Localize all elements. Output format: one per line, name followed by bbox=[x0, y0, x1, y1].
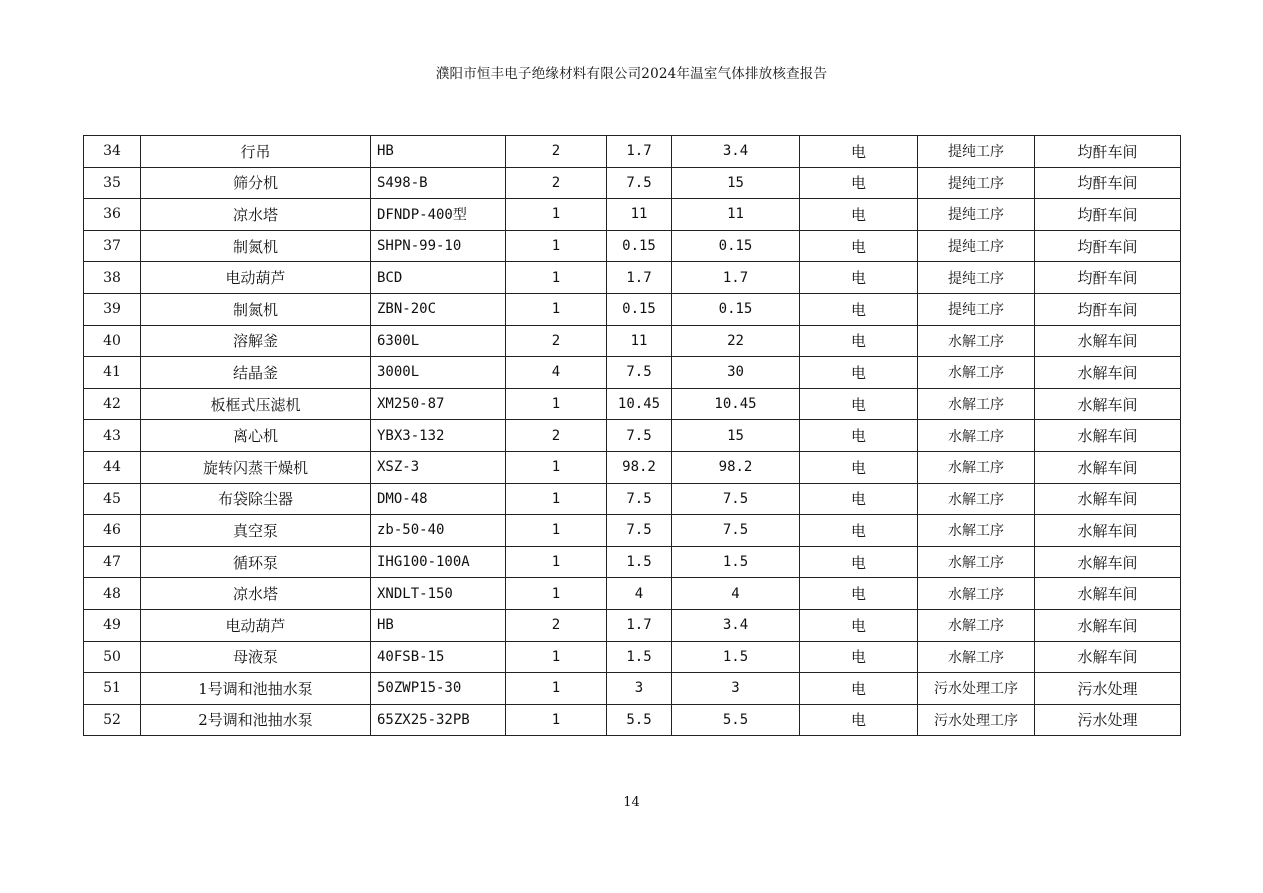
row-number-cell: 45 bbox=[84, 483, 141, 515]
table-row bbox=[84, 546, 1181, 578]
equipment-name-cell: 溶解釜 bbox=[141, 325, 371, 357]
equipment-quantity-cell: 2 bbox=[506, 609, 607, 641]
table-row bbox=[84, 136, 1181, 168]
workshop-name-cell: 水解车间 bbox=[1035, 420, 1181, 452]
process-name-cell: 提纯工序 bbox=[918, 262, 1035, 294]
total-power-cell: 98.2 bbox=[672, 451, 800, 483]
row-number-cell: 48 bbox=[84, 578, 141, 610]
workshop-name-cell: 均酐车间 bbox=[1035, 230, 1181, 262]
equipment-table bbox=[83, 135, 1181, 736]
unit-power-cell: 11 bbox=[607, 199, 672, 231]
equipment-model-cell: 40FSB-15 bbox=[371, 641, 506, 673]
equipment-model-cell: HB bbox=[371, 609, 506, 641]
process-name-cell: 提纯工序 bbox=[918, 199, 1035, 231]
row-number-cell: 44 bbox=[84, 451, 141, 483]
row-number-cell: 35 bbox=[84, 167, 141, 199]
equipment-model-cell: IHG100-100A bbox=[371, 546, 506, 578]
equipment-quantity-cell: 2 bbox=[506, 167, 607, 199]
total-power-cell: 5.5 bbox=[672, 704, 800, 736]
row-number-cell: 38 bbox=[84, 262, 141, 294]
process-name-cell: 水解工序 bbox=[918, 546, 1035, 578]
table-row bbox=[84, 483, 1181, 515]
unit-power-cell: 7.5 bbox=[607, 515, 672, 547]
table-row bbox=[84, 641, 1181, 673]
table-row bbox=[84, 199, 1181, 231]
total-power-cell: 11 bbox=[672, 199, 800, 231]
table-row bbox=[84, 515, 1181, 547]
table-row bbox=[84, 293, 1181, 325]
total-power-cell: 0.15 bbox=[672, 293, 800, 325]
equipment-model-cell: XM250-87 bbox=[371, 388, 506, 420]
energy-type-cell: 电 bbox=[800, 515, 918, 547]
unit-power-cell: 4 bbox=[607, 578, 672, 610]
equipment-name-cell: 凉水塔 bbox=[141, 199, 371, 231]
equipment-quantity-cell: 1 bbox=[506, 199, 607, 231]
equipment-quantity-cell: 2 bbox=[506, 420, 607, 452]
equipment-model-cell: ZBN-20C bbox=[371, 293, 506, 325]
unit-power-cell: 7.5 bbox=[607, 420, 672, 452]
equipment-model-cell: 3000L bbox=[371, 357, 506, 389]
unit-power-cell: 98.2 bbox=[607, 451, 672, 483]
total-power-cell: 3 bbox=[672, 673, 800, 705]
unit-power-cell: 0.15 bbox=[607, 230, 672, 262]
row-number-cell: 51 bbox=[84, 673, 141, 705]
equipment-name-cell: 真空泵 bbox=[141, 515, 371, 547]
process-name-cell: 水解工序 bbox=[918, 515, 1035, 547]
table-row bbox=[84, 578, 1181, 610]
equipment-model-cell: YBX3-132 bbox=[371, 420, 506, 452]
process-name-cell: 污水处理工序 bbox=[918, 673, 1035, 705]
total-power-cell: 7.5 bbox=[672, 515, 800, 547]
table-row bbox=[84, 420, 1181, 452]
row-number-cell: 43 bbox=[84, 420, 141, 452]
energy-type-cell: 电 bbox=[800, 293, 918, 325]
equipment-model-cell: XSZ-3 bbox=[371, 451, 506, 483]
unit-power-cell: 1.5 bbox=[607, 546, 672, 578]
table-row bbox=[84, 262, 1181, 294]
energy-type-cell: 电 bbox=[800, 136, 918, 168]
equipment-model-cell: S498-B bbox=[371, 167, 506, 199]
workshop-name-cell: 水解车间 bbox=[1035, 325, 1181, 357]
row-number-cell: 49 bbox=[84, 609, 141, 641]
equipment-name-cell: 2号调和池抽水泵 bbox=[141, 704, 371, 736]
page-number: 14 bbox=[623, 795, 640, 810]
table-row bbox=[84, 388, 1181, 420]
equipment-name-cell: 制氮机 bbox=[141, 293, 371, 325]
equipment-quantity-cell: 1 bbox=[506, 262, 607, 294]
equipment-model-cell: HB bbox=[371, 136, 506, 168]
energy-type-cell: 电 bbox=[800, 262, 918, 294]
equipment-name-cell: 循环泵 bbox=[141, 546, 371, 578]
energy-type-cell: 电 bbox=[800, 546, 918, 578]
energy-type-cell: 电 bbox=[800, 641, 918, 673]
row-number-cell: 47 bbox=[84, 546, 141, 578]
workshop-name-cell: 水解车间 bbox=[1035, 483, 1181, 515]
equipment-quantity-cell: 4 bbox=[506, 357, 607, 389]
total-power-cell: 15 bbox=[672, 167, 800, 199]
table-row bbox=[84, 673, 1181, 705]
energy-type-cell: 电 bbox=[800, 451, 918, 483]
unit-power-cell: 5.5 bbox=[607, 704, 672, 736]
unit-power-cell: 11 bbox=[607, 325, 672, 357]
equipment-name-cell: 制氮机 bbox=[141, 230, 371, 262]
unit-power-cell: 1.7 bbox=[607, 262, 672, 294]
workshop-name-cell: 水解车间 bbox=[1035, 641, 1181, 673]
workshop-name-cell: 均酐车间 bbox=[1035, 136, 1181, 168]
equipment-quantity-cell: 1 bbox=[506, 230, 607, 262]
equipment-quantity-cell: 1 bbox=[506, 704, 607, 736]
process-name-cell: 水解工序 bbox=[918, 609, 1035, 641]
table-row bbox=[84, 167, 1181, 199]
energy-type-cell: 电 bbox=[800, 230, 918, 262]
total-power-cell: 0.15 bbox=[672, 230, 800, 262]
energy-type-cell: 电 bbox=[800, 167, 918, 199]
total-power-cell: 4 bbox=[672, 578, 800, 610]
energy-type-cell: 电 bbox=[800, 199, 918, 231]
energy-type-cell: 电 bbox=[800, 357, 918, 389]
equipment-model-cell: SHPN-99-10 bbox=[371, 230, 506, 262]
row-number-cell: 42 bbox=[84, 388, 141, 420]
unit-power-cell: 0.15 bbox=[607, 293, 672, 325]
process-name-cell: 水解工序 bbox=[918, 325, 1035, 357]
equipment-quantity-cell: 1 bbox=[506, 293, 607, 325]
process-name-cell: 提纯工序 bbox=[918, 136, 1035, 168]
unit-power-cell: 1.5 bbox=[607, 641, 672, 673]
workshop-name-cell: 污水处理 bbox=[1035, 704, 1181, 736]
table-body bbox=[84, 136, 1181, 736]
equipment-quantity-cell: 2 bbox=[506, 325, 607, 357]
unit-power-cell: 1.7 bbox=[607, 609, 672, 641]
total-power-cell: 3.4 bbox=[672, 609, 800, 641]
equipment-quantity-cell: 1 bbox=[506, 388, 607, 420]
row-number-cell: 46 bbox=[84, 515, 141, 547]
equipment-quantity-cell: 1 bbox=[506, 483, 607, 515]
equipment-name-cell: 筛分机 bbox=[141, 167, 371, 199]
energy-type-cell: 电 bbox=[800, 673, 918, 705]
process-name-cell: 水解工序 bbox=[918, 357, 1035, 389]
equipment-quantity-cell: 1 bbox=[506, 515, 607, 547]
total-power-cell: 22 bbox=[672, 325, 800, 357]
equipment-quantity-cell: 2 bbox=[506, 136, 607, 168]
energy-type-cell: 电 bbox=[800, 483, 918, 515]
equipment-name-cell: 电动葫芦 bbox=[141, 262, 371, 294]
energy-type-cell: 电 bbox=[800, 609, 918, 641]
row-number-cell: 40 bbox=[84, 325, 141, 357]
equipment-name-cell: 板框式压滤机 bbox=[141, 388, 371, 420]
equipment-quantity-cell: 1 bbox=[506, 451, 607, 483]
unit-power-cell: 7.5 bbox=[607, 357, 672, 389]
process-name-cell: 提纯工序 bbox=[918, 293, 1035, 325]
energy-type-cell: 电 bbox=[800, 578, 918, 610]
total-power-cell: 3.4 bbox=[672, 136, 800, 168]
row-number-cell: 50 bbox=[84, 641, 141, 673]
total-power-cell: 30 bbox=[672, 357, 800, 389]
total-power-cell: 7.5 bbox=[672, 483, 800, 515]
process-name-cell: 提纯工序 bbox=[918, 230, 1035, 262]
equipment-model-cell: BCD bbox=[371, 262, 506, 294]
workshop-name-cell: 均酐车间 bbox=[1035, 167, 1181, 199]
equipment-model-cell: zb-50-40 bbox=[371, 515, 506, 547]
equipment-name-cell: 电动葫芦 bbox=[141, 609, 371, 641]
equipment-quantity-cell: 1 bbox=[506, 673, 607, 705]
workshop-name-cell: 均酐车间 bbox=[1035, 293, 1181, 325]
process-name-cell: 水解工序 bbox=[918, 483, 1035, 515]
total-power-cell: 1.5 bbox=[672, 546, 800, 578]
process-name-cell: 水解工序 bbox=[918, 451, 1035, 483]
table-row bbox=[84, 609, 1181, 641]
table-row bbox=[84, 230, 1181, 262]
equipment-model-cell: DMO-48 bbox=[371, 483, 506, 515]
equipment-name-cell: 行吊 bbox=[141, 136, 371, 168]
equipment-name-cell: 凉水塔 bbox=[141, 578, 371, 610]
process-name-cell: 污水处理工序 bbox=[918, 704, 1035, 736]
workshop-name-cell: 水解车间 bbox=[1035, 451, 1181, 483]
row-number-cell: 41 bbox=[84, 357, 141, 389]
equipment-name-cell: 1号调和池抽水泵 bbox=[141, 673, 371, 705]
process-name-cell: 水解工序 bbox=[918, 420, 1035, 452]
workshop-name-cell: 水解车间 bbox=[1035, 578, 1181, 610]
energy-type-cell: 电 bbox=[800, 704, 918, 736]
row-number-cell: 52 bbox=[84, 704, 141, 736]
process-name-cell: 水解工序 bbox=[918, 388, 1035, 420]
equipment-name-cell: 结晶釜 bbox=[141, 357, 371, 389]
equipment-model-cell: XNDLT-150 bbox=[371, 578, 506, 610]
workshop-name-cell: 污水处理 bbox=[1035, 673, 1181, 705]
equipment-name-cell: 旋转闪蒸干燥机 bbox=[141, 451, 371, 483]
equipment-name-cell: 布袋除尘器 bbox=[141, 483, 371, 515]
equipment-quantity-cell: 1 bbox=[506, 546, 607, 578]
workshop-name-cell: 水解车间 bbox=[1035, 388, 1181, 420]
equipment-quantity-cell: 1 bbox=[506, 578, 607, 610]
row-number-cell: 39 bbox=[84, 293, 141, 325]
equipment-name-cell: 离心机 bbox=[141, 420, 371, 452]
table-row bbox=[84, 704, 1181, 736]
table-row bbox=[84, 357, 1181, 389]
process-name-cell: 水解工序 bbox=[918, 641, 1035, 673]
unit-power-cell: 3 bbox=[607, 673, 672, 705]
unit-power-cell: 1.7 bbox=[607, 136, 672, 168]
equipment-model-cell: DFNDP-400型 bbox=[371, 199, 506, 231]
row-number-cell: 37 bbox=[84, 230, 141, 262]
unit-power-cell: 10.45 bbox=[607, 388, 672, 420]
equipment-name-cell: 母液泵 bbox=[141, 641, 371, 673]
equipment-model-cell: 50ZWP15-30 bbox=[371, 673, 506, 705]
energy-type-cell: 电 bbox=[800, 388, 918, 420]
row-number-cell: 36 bbox=[84, 199, 141, 231]
energy-type-cell: 电 bbox=[800, 325, 918, 357]
total-power-cell: 1.5 bbox=[672, 641, 800, 673]
row-number-cell: 34 bbox=[84, 136, 141, 168]
workshop-name-cell: 水解车间 bbox=[1035, 546, 1181, 578]
workshop-name-cell: 均酐车间 bbox=[1035, 262, 1181, 294]
page-header: 濮阳市恒丰电子绝缘材料有限公司2024年温室气体排放核查报告 bbox=[435, 66, 828, 82]
workshop-name-cell: 水解车间 bbox=[1035, 515, 1181, 547]
equipment-quantity-cell: 1 bbox=[506, 641, 607, 673]
table-row bbox=[84, 325, 1181, 357]
workshop-name-cell: 水解车间 bbox=[1035, 357, 1181, 389]
equipment-model-cell: 6300L bbox=[371, 325, 506, 357]
unit-power-cell: 7.5 bbox=[607, 483, 672, 515]
energy-type-cell: 电 bbox=[800, 420, 918, 452]
equipment-model-cell: 65ZX25-32PB bbox=[371, 704, 506, 736]
total-power-cell: 15 bbox=[672, 420, 800, 452]
workshop-name-cell: 水解车间 bbox=[1035, 609, 1181, 641]
process-name-cell: 提纯工序 bbox=[918, 167, 1035, 199]
process-name-cell: 水解工序 bbox=[918, 578, 1035, 610]
total-power-cell: 1.7 bbox=[672, 262, 800, 294]
total-power-cell: 10.45 bbox=[672, 388, 800, 420]
unit-power-cell: 7.5 bbox=[607, 167, 672, 199]
workshop-name-cell: 均酐车间 bbox=[1035, 199, 1181, 231]
table-row bbox=[84, 451, 1181, 483]
